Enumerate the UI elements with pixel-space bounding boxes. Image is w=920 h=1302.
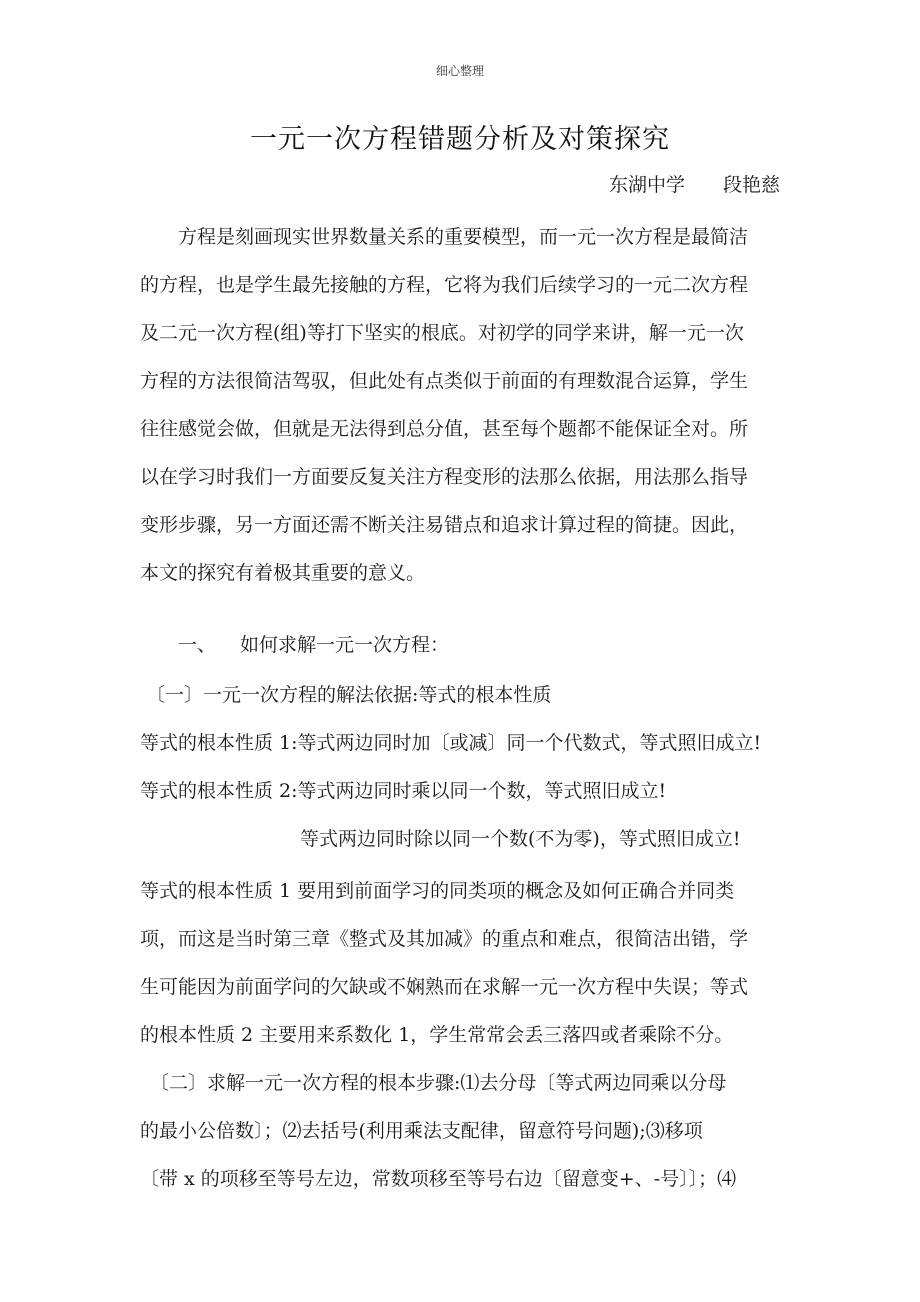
document-title: 一元一次方程错题分析及对策探究	[250, 124, 670, 155]
section-number: 一、	[178, 634, 217, 656]
intro-line: 及二元一次方程(组)等打下坚实的根底。对初学的同学来讲，解一元一次	[140, 322, 744, 344]
intro-line: 往往感觉会做，但就是无法得到总分值，甚至每个题都不能保证全对。所	[140, 418, 749, 440]
analysis-line: 的根本性质 2 主要用来系数化 1，学生常常会丢三落四或者乘除不分。	[140, 1024, 734, 1046]
page-header: 细心整理	[435, 64, 484, 78]
intro-line: 方程的方法很简洁驾驭，但此处有点类似于前面的有理数混合运算，学生	[140, 370, 749, 392]
author-byline: 东湖中学 段艳慈	[608, 174, 780, 196]
intro-line: 以在学习时我们一方面要反复关注方程变形的法那么依据，用法那么指导	[140, 466, 749, 488]
steps-line: 〔二〕求解一元一次方程的根本步骤:⑴去分母〔等式两边同乘以分母	[150, 1072, 727, 1094]
intro-line: 变形步骤，另一方面还需不断关注易错点和追求计算过程的简捷。因此，	[140, 514, 749, 536]
property-line: 等式的根本性质 1:等式两边同时加〔或减〕同一个代数式，等式照旧成立!	[140, 732, 762, 754]
property-line: 等式的根本性质 2:等式两边同时乘以同一个数，等式照旧成立!	[140, 780, 667, 802]
steps-line: 的最小公倍数〕；⑵去括号(利用乘法支配律，留意符号问题);⑶移项	[140, 1120, 703, 1142]
property-line: 等式两边同时除以同一个数(不为零)，等式照旧成立!	[300, 828, 741, 850]
analysis-line: 生可能因为前面学问的欠缺或不娴熟而在求解一元一次方程中失误；等式	[140, 976, 749, 998]
intro-line: 方程是刻画现实世界数量关系的重要模型，而一元一次方程是最简洁	[178, 226, 749, 248]
section-title: 如何求解一元一次方程：	[240, 634, 450, 656]
analysis-line: 项，而这是当时第三章《整式及其加减》的重点和难点，很简洁出错，学	[140, 928, 749, 950]
intro-line: 本文的探究有着极其重要的意义。	[140, 562, 426, 584]
steps-line: 〔带 x 的项移至等号左边，常数项移至等号右边〔留意变+、-号〕〕；⑷	[140, 1168, 737, 1190]
analysis-line: 等式的根本性质 1 要用到前面学习的同类项的概念及如何正确合并同类	[140, 880, 735, 902]
intro-line: 的方程，也是学生最先接触的方程，它将为我们后续学习的一元二次方程	[140, 274, 749, 296]
subsection-heading: 〔一〕一元一次方程的解法依据:等式的根本性质	[146, 684, 552, 706]
